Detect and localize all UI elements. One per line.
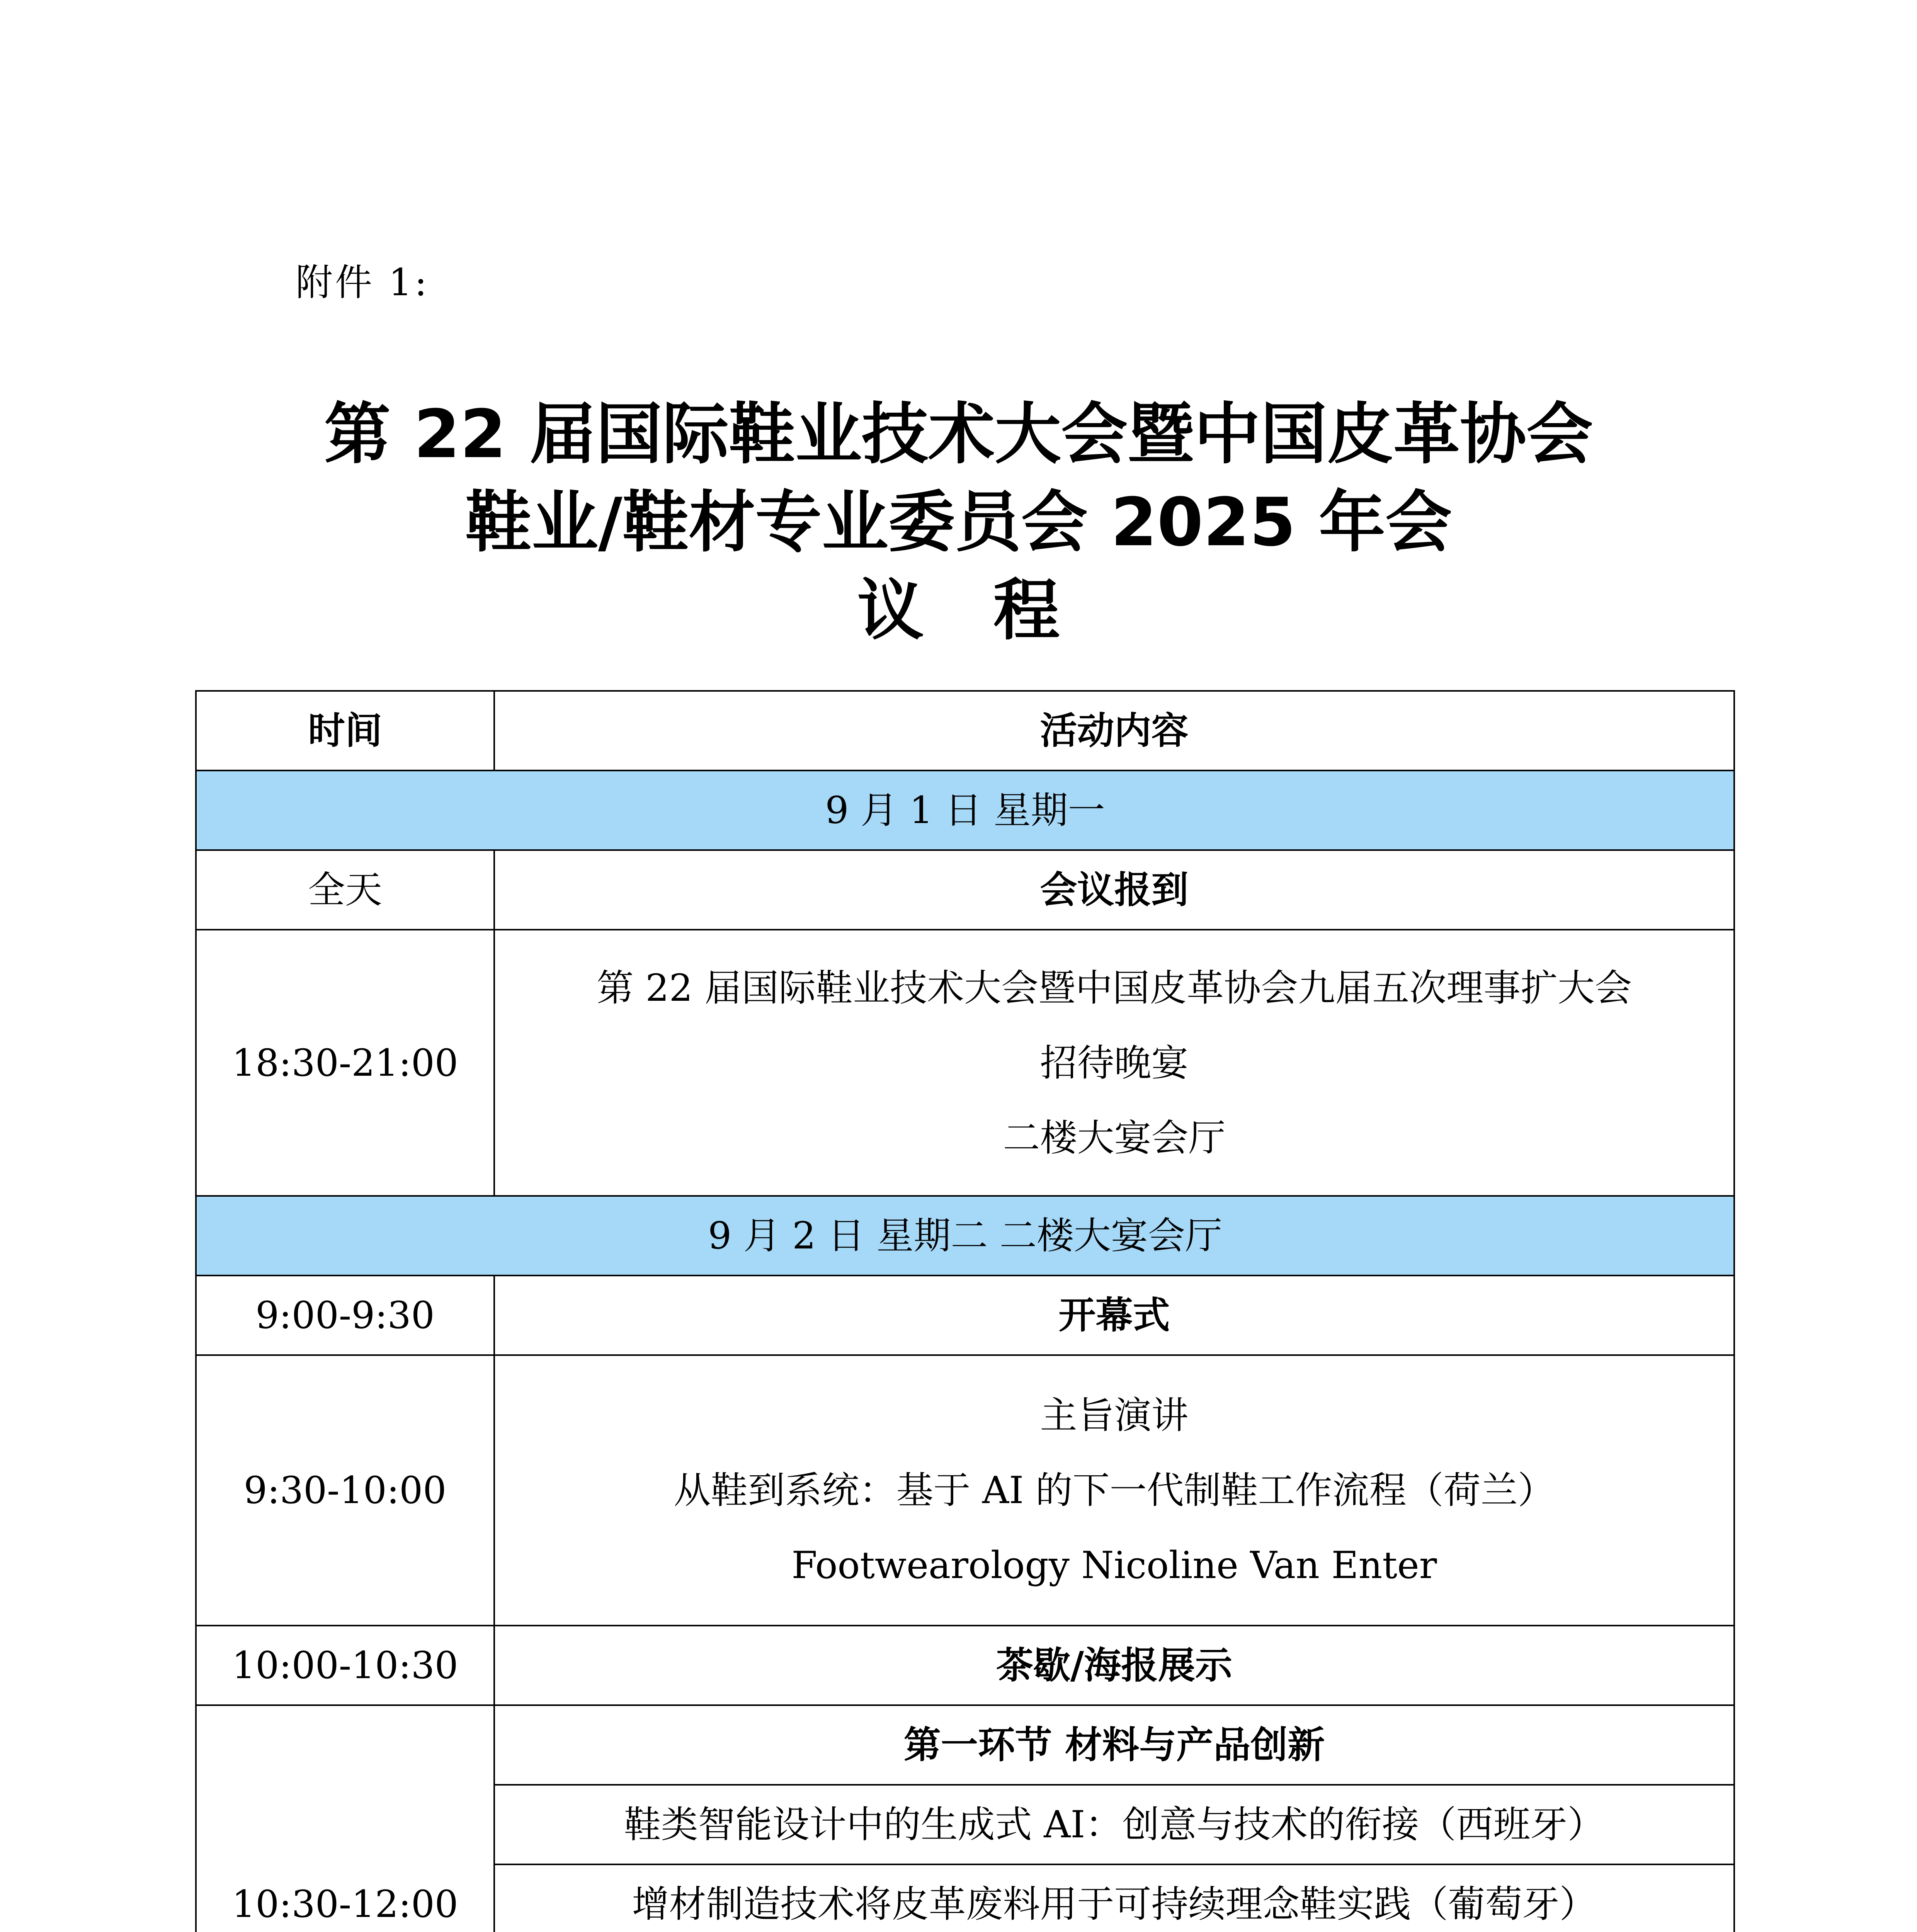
time-cell: 9:00-9:30 (196, 1276, 494, 1355)
table-row (196, 1355, 1734, 1626)
day1-banner: 9 月 1 日 星期一 (196, 770, 1734, 850)
time-cell: 10:30-12:00 (196, 1705, 494, 1932)
content-line: 第 22 届国际鞋业技术大会暨中国皮革协会九届五次理事扩大会 (596, 966, 1632, 1010)
table-row (196, 1626, 1734, 1705)
content-line: 从鞋到系统：基于 AI 的下一代制鞋工作流程（荷兰） (674, 1469, 1555, 1512)
time-cell: 18:30-21:00 (196, 930, 494, 1196)
content-line: 主旨演讲 (1040, 1394, 1189, 1437)
content-cell (494, 930, 1734, 1196)
session-title: 第一环节 材料与产品创新 (494, 1705, 1734, 1785)
day-banner-row (196, 1196, 1734, 1276)
content-cell (494, 1355, 1734, 1626)
attachment-label: 附件 1: (296, 261, 429, 304)
content-line: Footwearology Nicoline Van Enter (791, 1544, 1437, 1587)
day-banner-row (196, 770, 1734, 850)
content-cell: 会议报到 (494, 850, 1734, 930)
content-cell: 茶歇/海报展示 (494, 1626, 1734, 1705)
talk-cell: 鞋类智能设计中的生成式 AI：创意与技术的衔接（西班牙） (494, 1785, 1734, 1864)
table-row (196, 930, 1734, 1196)
title-line-2: 鞋业/鞋材专业委员会 2025 年会 (465, 483, 1452, 561)
header-content: 活动内容 (494, 691, 1734, 770)
table-row (196, 1705, 1734, 1785)
table-row (196, 1276, 1734, 1355)
content-line: 招待晚宴 (1040, 1041, 1189, 1085)
talk-cell: 增材制造技术将皮革废料用于可持续理念鞋实践（葡萄牙） (494, 1864, 1734, 1932)
time-cell: 10:00-10:30 (196, 1626, 494, 1705)
time-cell: 全天 (196, 850, 494, 930)
header-time: 时间 (196, 691, 494, 770)
time-cell: 9:30-10:00 (196, 1355, 494, 1626)
title-line-3: 议程 (857, 571, 1129, 649)
table-row (196, 850, 1734, 930)
title-line-1: 第 22 届国际鞋业技术大会暨中国皮革协会 (324, 395, 1593, 473)
day2-banner (196, 1196, 1734, 1276)
agenda-table (195, 690, 1735, 1932)
content-line: 二楼大宴会厅 (1003, 1116, 1226, 1160)
document-title (0, 390, 1917, 655)
content-cell: 开幕式 (494, 1276, 1734, 1355)
day2-banner-text: 9 月 2 日 星期二 二楼大宴会厅 (708, 1214, 1222, 1257)
header-row (196, 691, 1734, 770)
